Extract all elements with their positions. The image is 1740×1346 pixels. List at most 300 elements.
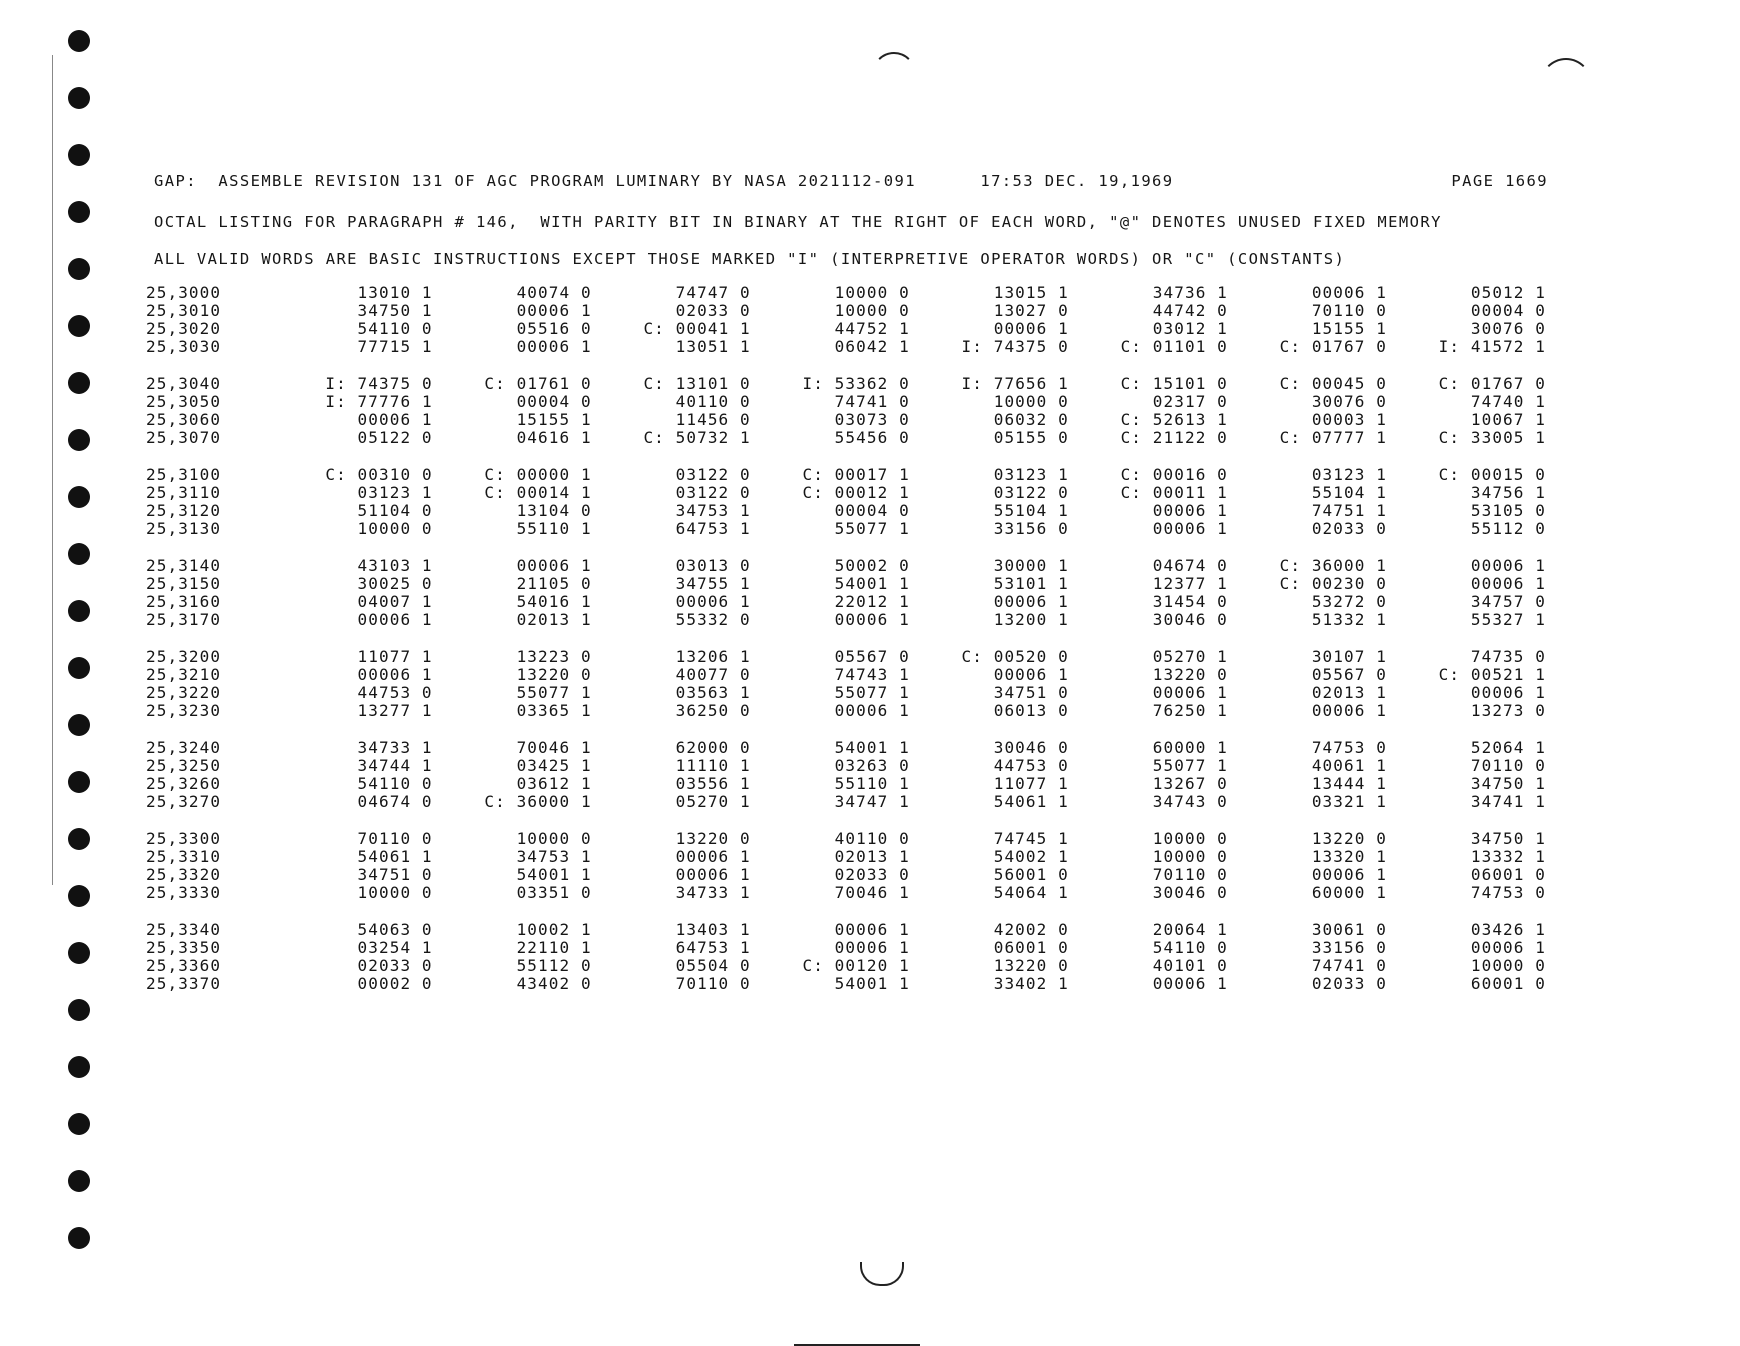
address: 25,3110 [146,483,222,502]
octal-word: 00006 1 [1311,283,1387,302]
octal-word: 00006 1 [357,610,433,629]
octal-word: 40077 0 [675,665,751,684]
octal-word: 00002 0 [357,974,433,993]
punch-hole [68,486,90,508]
octal-row [146,375,1546,393]
octal-word: 03013 0 [675,556,751,575]
octal-row [146,575,1546,593]
punch-hole-strip [68,24,98,1334]
octal-word: 34753 1 [675,501,751,520]
octal-word: 00006 1 [1152,519,1228,538]
punch-hole [68,372,90,394]
octal-word: 06042 1 [834,337,910,356]
octal-word: 55112 0 [1470,519,1546,538]
octal-word: I: 74375 0 [961,337,1069,356]
octal-word: 02033 0 [357,956,433,975]
octal-word: 54110 0 [357,319,433,338]
octal-word: C: 00230 0 [1279,574,1387,593]
octal-word: 64753 1 [675,519,751,538]
octal-word: 06013 0 [993,701,1069,720]
octal-word: 13220 0 [516,665,592,684]
octal-word: 44742 0 [1152,301,1228,320]
octal-word: 40110 0 [834,829,910,848]
octal-word: 20064 1 [1152,920,1228,939]
octal-row [146,466,1546,484]
octal-word: 00006 1 [1311,701,1387,720]
octal-word: C: 00017 1 [802,465,910,484]
octal-word: 00006 1 [1152,974,1228,993]
listing-header-title: GAP: ASSEMBLE REVISION 131 OF AGC PROGRAM LUMINARY BY NASA 2021112-091 17:53 DEC. 19,1969 [154,172,1174,190]
octal-word: 02033 0 [1311,519,1387,538]
octal-word: I: 41572 1 [1438,337,1546,356]
octal-word: 10000 0 [834,283,910,302]
octal-word: 00006 1 [516,337,592,356]
octal-row [146,338,1546,356]
octal-word: C: 00521 1 [1438,665,1546,684]
octal-word: 03123 1 [993,465,1069,484]
octal-word: 55112 0 [516,956,592,975]
octal-word: 70110 0 [1470,756,1546,775]
octal-word: 03365 1 [516,701,592,720]
octal-word: 13320 1 [1311,847,1387,866]
octal-word: 02013 1 [1311,683,1387,702]
octal-row [146,830,1546,848]
octal-word: 10000 0 [357,883,433,902]
octal-word: C: 01767 0 [1438,374,1546,393]
octal-word: 34736 1 [1152,283,1228,302]
binding-mark-top-right [1540,58,1592,110]
octal-block [146,375,1546,447]
octal-row [146,393,1546,411]
octal-row [146,939,1546,957]
octal-row [146,502,1546,520]
punch-hole [68,1227,90,1249]
octal-word: 55077 1 [1152,756,1228,775]
octal-word: I: 77656 1 [961,374,1069,393]
page-number: PAGE 1669 [1451,172,1548,190]
octal-word: 00003 1 [1311,410,1387,429]
octal-word: 60001 0 [1470,974,1546,993]
address: 25,3310 [146,847,222,866]
octal-word: 06032 0 [993,410,1069,429]
octal-word: 10002 1 [516,920,592,939]
octal-word: 55104 1 [993,501,1069,520]
octal-word: 12377 1 [1152,574,1228,593]
octal-word: 22012 1 [834,592,910,611]
address: 25,3220 [146,683,222,702]
octal-word: 30046 0 [1152,883,1228,902]
octal-word: C: 33005 1 [1438,428,1546,447]
octal-row [146,611,1546,629]
octal-word: 77715 1 [357,337,433,356]
octal-word: 43103 1 [357,556,433,575]
punch-hole [68,201,90,223]
octal-word: C: 50732 1 [643,428,751,447]
octal-word: 74741 0 [834,392,910,411]
octal-word: 54001 1 [834,974,910,993]
octal-word: 00006 1 [357,665,433,684]
punch-hole [68,1113,90,1135]
octal-word: 00004 0 [516,392,592,411]
octal-word: 00006 1 [834,938,910,957]
octal-row [146,429,1546,447]
octal-word: 02033 0 [834,865,910,884]
octal-word: 62000 0 [675,738,751,757]
octal-word: 13220 0 [993,956,1069,975]
octal-block [146,557,1546,629]
punch-hole [68,87,90,109]
octal-row [146,848,1546,866]
octal-word: 03321 1 [1311,792,1387,811]
octal-word: 04616 1 [516,428,592,447]
octal-word: 00006 1 [675,592,751,611]
octal-word: C: 00014 1 [484,483,592,502]
octal-word: 00006 1 [516,301,592,320]
address: 25,3200 [146,647,222,666]
address: 25,3260 [146,774,222,793]
octal-word: 40074 0 [516,283,592,302]
octal-word: 74751 1 [1311,501,1387,520]
octal-word: C: 52613 1 [1120,410,1228,429]
octal-word: 74747 0 [675,283,751,302]
octal-word: 55077 1 [834,519,910,538]
octal-word: C: 00120 1 [802,956,910,975]
octal-row [146,648,1546,666]
octal-word: 44753 0 [357,683,433,702]
octal-word: 11110 1 [675,756,751,775]
octal-word: 10000 0 [1152,847,1228,866]
octal-word: 34757 0 [1470,592,1546,611]
octal-word: 05567 0 [1311,665,1387,684]
octal-block [146,284,1546,356]
octal-word: 11077 1 [993,774,1069,793]
octal-word: 74745 1 [993,829,1069,848]
octal-word: C: 00011 1 [1120,483,1228,502]
punch-hole [68,1170,90,1192]
octal-row [146,557,1546,575]
octal-word: 54002 1 [993,847,1069,866]
octal-word: 05567 0 [834,647,910,666]
octal-word: 40101 0 [1152,956,1228,975]
octal-word: 03612 1 [516,774,592,793]
octal-word: 13223 0 [516,647,592,666]
address: 25,3010 [146,301,222,320]
punch-hole [68,429,90,451]
octal-word: 00004 0 [834,501,910,520]
octal-word: 55327 1 [1470,610,1546,629]
octal-block [146,830,1546,902]
octal-word: 34751 0 [357,865,433,884]
octal-word: 50002 0 [834,556,910,575]
octal-word: 02013 1 [834,847,910,866]
octal-word: 03263 0 [834,756,910,775]
octal-word: C: 00041 1 [643,319,751,338]
octal-word: 34741 1 [1470,792,1546,811]
octal-word: 44752 1 [834,319,910,338]
octal-word: 03254 1 [357,938,433,957]
octal-word: 13267 0 [1152,774,1228,793]
address: 25,3360 [146,956,222,975]
octal-word: 30046 0 [993,738,1069,757]
octal-word: C: 00000 1 [484,465,592,484]
octal-word: 70110 0 [357,829,433,848]
octal-word: 64753 1 [675,938,751,957]
octal-word: 44753 0 [993,756,1069,775]
octal-word: I: 53362 0 [802,374,910,393]
octal-word: 02317 0 [1152,392,1228,411]
punch-hole [68,828,90,850]
octal-word: 10000 0 [1152,829,1228,848]
octal-word: 33156 0 [993,519,1069,538]
address: 25,3120 [146,501,222,520]
octal-word: 03426 1 [1470,920,1546,939]
address: 25,3160 [146,592,222,611]
octal-block [146,466,1546,538]
octal-word: 34733 1 [675,883,751,902]
punch-hole [68,258,90,280]
octal-word: 03563 1 [675,683,751,702]
octal-block [146,921,1546,993]
octal-block [146,648,1546,720]
octal-word: 74753 0 [1311,738,1387,757]
octal-word: 51332 1 [1311,610,1387,629]
octal-word: 03123 1 [1311,465,1387,484]
octal-word: 74753 0 [1470,883,1546,902]
octal-word: 10000 0 [516,829,592,848]
octal-word: 13332 1 [1470,847,1546,866]
octal-word: 31454 0 [1152,592,1228,611]
octal-word: 34747 1 [834,792,910,811]
address: 25,3100 [146,465,222,484]
punch-hole [68,714,90,736]
octal-word: 30076 0 [1311,392,1387,411]
octal-word: 54110 0 [1152,938,1228,957]
octal-word: 10000 0 [834,301,910,320]
octal-word: 34751 0 [993,683,1069,702]
octal-row [146,739,1546,757]
octal-word: 15155 1 [516,410,592,429]
octal-word: 02013 1 [516,610,592,629]
listing-header-description: OCTAL LISTING FOR PARAGRAPH # 146, WITH PARITY BIT IN BINARY AT THE RIGHT OF EACH WORD, "@" DENOTES UNUSED FIXED MEMORY [154,213,1442,231]
octal-word: 11456 0 [675,410,751,429]
octal-word: 54063 0 [357,920,433,939]
octal-word: I: 74375 0 [325,374,433,393]
octal-word: 10000 0 [1470,956,1546,975]
octal-word: 74735 0 [1470,647,1546,666]
margin-rule [52,55,53,885]
octal-row [146,666,1546,684]
address: 25,3070 [146,428,222,447]
octal-row [146,411,1546,429]
octal-word: 34750 1 [1470,829,1546,848]
octal-word: 13010 1 [357,283,433,302]
address: 25,3250 [146,756,222,775]
octal-word: 40110 0 [675,392,751,411]
octal-word: C: 00045 0 [1279,374,1387,393]
octal-word: 53101 1 [993,574,1069,593]
octal-word: 11077 1 [357,647,433,666]
address: 25,3040 [146,374,222,393]
octal-word: 13220 0 [1311,829,1387,848]
octal-word: 54001 1 [834,738,910,757]
address: 25,3060 [146,410,222,429]
octal-word: 00006 1 [834,920,910,939]
address: 25,3230 [146,701,222,720]
octal-word: 30046 0 [1152,610,1228,629]
octal-word: C: 00016 0 [1120,465,1228,484]
octal-word: C: 21122 0 [1120,428,1228,447]
address: 25,3150 [146,574,222,593]
octal-word: 03556 1 [675,774,751,793]
octal-word: 00006 1 [1470,574,1546,593]
octal-row [146,884,1546,902]
octal-word: 55077 1 [516,683,592,702]
octal-word: 70110 0 [1311,301,1387,320]
address: 25,3020 [146,319,222,338]
octal-word: 05270 1 [1152,647,1228,666]
octal-word: 42002 0 [993,920,1069,939]
octal-word: 05270 1 [675,792,751,811]
octal-word: 36250 0 [675,701,751,720]
octal-row [146,775,1546,793]
octal-word: 33156 0 [1311,938,1387,957]
octal-word: 55104 1 [1311,483,1387,502]
octal-word: 05155 0 [993,428,1069,447]
address: 25,3030 [146,337,222,356]
octal-word: 00006 1 [516,556,592,575]
octal-word: C: 01101 0 [1120,337,1228,356]
octal-word: 00006 1 [675,865,751,884]
octal-word: 00006 1 [1152,501,1228,520]
octal-word: C: 15101 0 [1120,374,1228,393]
octal-word: 03425 1 [516,756,592,775]
octal-row [146,957,1546,975]
octal-word: 70046 1 [516,738,592,757]
octal-word: 54001 1 [834,574,910,593]
octal-word: C: 36000 1 [484,792,592,811]
octal-word: 00004 0 [1470,301,1546,320]
address: 25,3320 [146,865,222,884]
octal-word: 70110 0 [1152,865,1228,884]
punch-hole [68,30,90,52]
octal-word: 13220 0 [675,829,751,848]
octal-word: 05516 0 [516,319,592,338]
octal-word: 03123 1 [357,483,433,502]
octal-word: 33402 1 [993,974,1069,993]
octal-word: 10000 0 [993,392,1069,411]
octal-word: 00006 1 [357,410,433,429]
octal-row [146,975,1546,993]
octal-word: 04007 1 [357,592,433,611]
address: 25,3000 [146,283,222,302]
octal-word: 55456 0 [834,428,910,447]
punch-hole [68,600,90,622]
address: 25,3240 [146,738,222,757]
punch-hole [68,144,90,166]
octal-word: 34750 1 [357,301,433,320]
address: 25,3130 [146,519,222,538]
octal-word: 03073 0 [834,410,910,429]
octal-word: 05012 1 [1470,283,1546,302]
octal-word: 13015 1 [993,283,1069,302]
address: 25,3340 [146,920,222,939]
octal-word: 34744 1 [357,756,433,775]
octal-word: 34753 1 [516,847,592,866]
address: 25,3370 [146,974,222,993]
octal-word: 55332 0 [675,610,751,629]
octal-word: 53105 0 [1470,501,1546,520]
octal-word: 13220 0 [1152,665,1228,684]
octal-word: 02033 0 [1311,974,1387,993]
punch-hole [68,771,90,793]
octal-word: 56001 0 [993,865,1069,884]
octal-word: 70110 0 [675,974,751,993]
octal-word: 30061 0 [1311,920,1387,939]
octal-word: 06001 0 [993,938,1069,957]
octal-row [146,284,1546,302]
address: 25,3270 [146,792,222,811]
octal-word: 34755 1 [675,574,751,593]
octal-word: 00006 1 [1311,865,1387,884]
binding-mark-top [872,52,916,96]
octal-word: 54061 1 [993,792,1069,811]
octal-word: 03122 0 [993,483,1069,502]
octal-word: 04674 0 [1152,556,1228,575]
octal-row [146,302,1546,320]
octal-word: 04674 0 [357,792,433,811]
octal-word: 00006 1 [993,665,1069,684]
octal-word: 00006 1 [993,319,1069,338]
octal-word: 30000 1 [993,556,1069,575]
octal-word: 00006 1 [1470,938,1546,957]
octal-word: 52064 1 [1470,738,1546,757]
octal-word: C: 07777 1 [1279,428,1387,447]
octal-row [146,793,1546,811]
octal-word: 13027 0 [993,301,1069,320]
octal-word: C: 01767 0 [1279,337,1387,356]
octal-word: 00006 1 [993,592,1069,611]
octal-word: C: 00520 0 [961,647,1069,666]
octal-row [146,593,1546,611]
octal-block [146,739,1546,811]
address: 25,3170 [146,610,222,629]
octal-word: 54061 1 [357,847,433,866]
binding-mark-bottom [860,1262,904,1286]
octal-word: 34733 1 [357,738,433,757]
octal-word: 13051 1 [675,337,751,356]
octal-word: 53272 0 [1311,592,1387,611]
octal-word: 55110 1 [834,774,910,793]
octal-word: I: 77776 1 [325,392,433,411]
octal-word: 76250 1 [1152,701,1228,720]
octal-listing [146,284,1546,1012]
octal-row [146,757,1546,775]
octal-word: 13104 0 [516,501,592,520]
octal-word: 54064 1 [993,883,1069,902]
octal-word: 22110 1 [516,938,592,957]
octal-row [146,520,1546,538]
octal-word: 60000 1 [1311,883,1387,902]
punch-hole [68,543,90,565]
address: 25,3210 [146,665,222,684]
octal-word: 13273 0 [1470,701,1546,720]
octal-word: C: 00012 1 [802,483,910,502]
punch-hole [68,999,90,1021]
punch-hole [68,942,90,964]
octal-word: 10067 1 [1470,410,1546,429]
octal-row [146,921,1546,939]
address: 25,3350 [146,938,222,957]
